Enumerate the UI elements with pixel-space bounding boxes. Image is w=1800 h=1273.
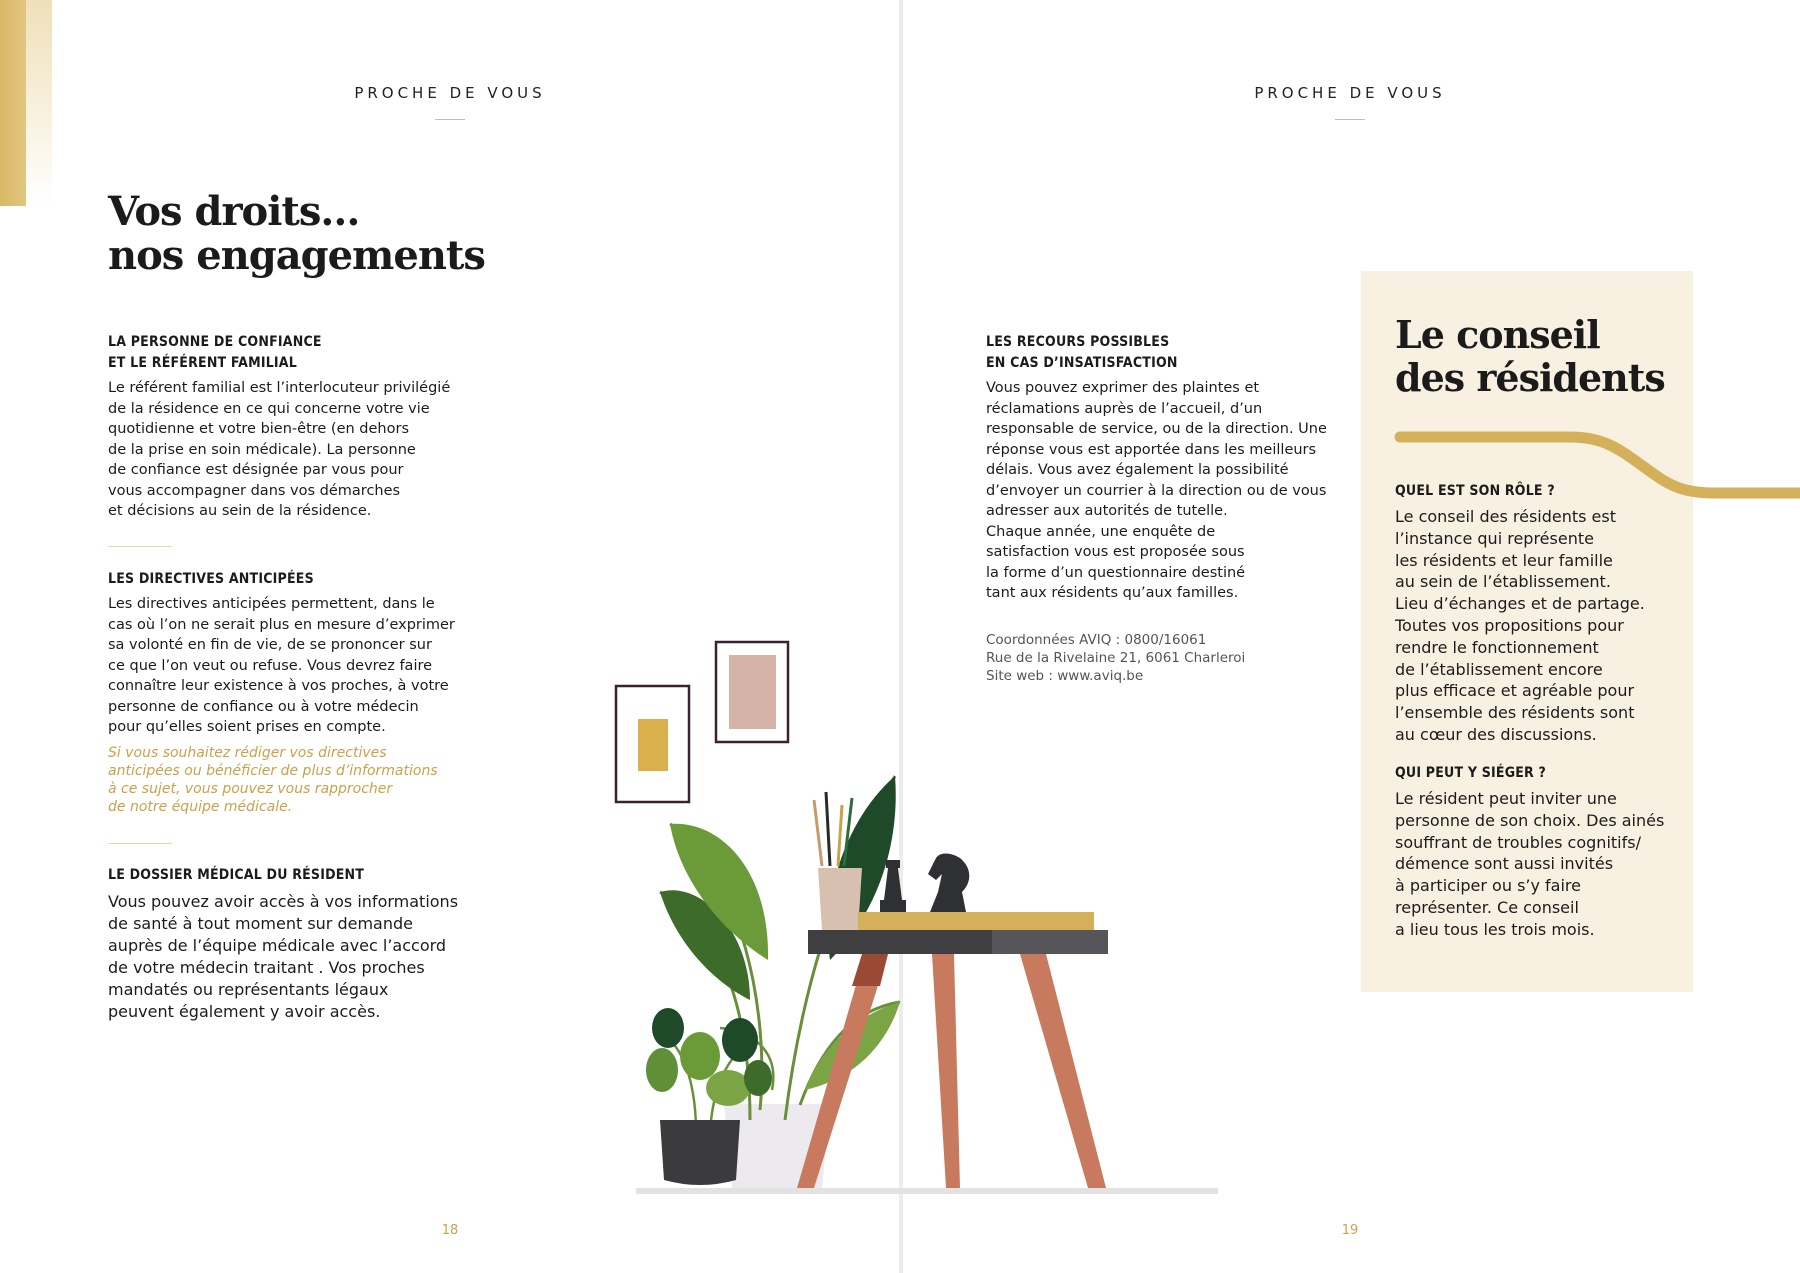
note-line: anticipées ou bénéficier de plus d’informations [108,763,438,779]
body-line: les résidents et leur famille [1395,550,1613,570]
picture-frame-icon [616,686,689,802]
picture-frame-icon [716,642,788,742]
body-line: délais. Vous avez également la possibilité [986,462,1289,478]
section-heading-directives: LES DIRECTIVES ANTICIPÉES [108,571,314,587]
body-line: a lieu tous les trois mois. [1395,919,1595,939]
body-line: pour qu’elles soient prises en compte. [108,719,386,735]
body-line: Chaque année, une enquête de [986,523,1216,540]
body-line: réponse vous est apportée dans les meilleurs [986,441,1317,458]
page-title [108,190,485,278]
section-divider [108,843,172,844]
directives-note [108,744,438,816]
body-line: de santé à tout moment sur demande [108,914,413,933]
body-line: et décisions au sein de la résidence. [108,503,372,519]
heading-line: ET LE RÉFÉRENT FAMILIAL [108,355,297,371]
body-line: adresser aux autorités de tutelle. [986,503,1228,519]
body-line: tant aux résidents qu’aux familles. [986,585,1239,601]
body-line: Le résident peut inviter une [1395,789,1617,808]
panel-answer-role [1395,506,1645,746]
body-line: quotidienne et votre bien-être (en dehors [108,421,410,437]
body-line: vous accompagner dans vos démarches [108,482,401,499]
section-heading-recours [986,332,1178,374]
page-number-right: 19 [1341,1223,1359,1238]
kicker-right: PROCHE DE VOUS [1254,84,1446,102]
body-line: personne de son choix. Des ainés [1395,810,1665,830]
body-line: de votre médecin traitant . Vos proches [108,958,425,977]
contact-line: Rue de la Rivelaine 21, 6061 Charleroi [986,650,1246,666]
body-line: Lieu d’échanges et de partage. [1395,594,1645,614]
body-line: personne de confiance ou à votre médecin [108,698,419,715]
section-body-recours [986,378,1327,604]
body-line: sa volonté en fin de vie, de se prononcer sur [108,637,432,653]
body-line: d’envoyer un courrier à la direction ou de vous [986,482,1327,499]
conseil-panel [1361,271,1693,992]
panel-answer-sieger [1395,788,1664,941]
body-line: Toutes vos propositions pour [1395,615,1624,635]
body-line: démence sont aussi invités [1395,854,1614,874]
kicker-rule-right [1335,119,1365,120]
body-line: souffrant de troubles cognitifs/ [1395,832,1641,852]
body-line: de la prise en soin médicale). La personne [108,441,416,458]
body-line: cas où l’on ne serait plus en mesure d’exprimer [108,616,455,633]
body-line: satisfaction vous est proposée sous [986,544,1245,560]
body-line: Le conseil des résidents est [1395,507,1617,526]
gold-edge-fade [26,0,52,206]
body-line: à participer ou s’y faire [1395,876,1581,896]
body-line: l’instance qui représente [1395,528,1594,548]
body-line: la forme d’un questionnaire destiné [986,564,1246,581]
title-line-2: nos engagements [108,232,485,279]
page-number-left: 18 [441,1223,459,1238]
section-divider [108,546,172,547]
body-line: Les directives anticipées permettent, dans le [108,596,435,612]
body-line: de la résidence en ce qui concerne votre vie [108,400,430,417]
section-body-dossier [108,891,458,1023]
body-line: représenter. Ce conseil [1395,897,1579,917]
heading-line: LES RECOURS POSSIBLES [986,334,1170,350]
panel-question-role: QUEL EST SON RÔLE ? [1395,483,1555,499]
body-line: rendre le fonctionnement [1395,637,1599,657]
panel-question-sieger: QUI PEUT Y SIÉGER ? [1395,765,1547,781]
kicker-rule-left [435,119,465,120]
body-line: mandatés ou représentants légaux [108,980,389,999]
note-line: de notre équipe médicale. [108,799,293,815]
aviq-contact [986,631,1245,685]
body-line: peuvent également y avoir accès. [108,1002,381,1021]
body-line: plus efficace et agréable pour [1395,681,1635,701]
contact-line: Coordonnées AVIQ : 0800/16061 [986,632,1207,648]
panel-title-line: Le conseil [1395,312,1600,357]
body-line: responsable de service, ou de la direction. Une [986,421,1327,437]
body-line: Vous pouvez avoir accès à vos informations [108,892,459,911]
body-line: réclamations auprès de l’accueil, d’un [986,400,1263,417]
section-body-directives [108,594,455,738]
body-line: Le référent familial est l’interlocuteur privilégié [108,380,451,396]
contact-line: Site web : www.aviq.be [986,668,1144,684]
body-line: Vous pouvez exprimer des plaintes et [986,380,1260,396]
heading-line: EN CAS D’INSATISFACTION [986,355,1178,371]
panel-title-line: des résidents [1395,355,1665,400]
section-heading-confiance [108,332,322,374]
body-line: au cœur des discussions. [1395,724,1597,744]
gold-edge-bar [0,0,26,206]
note-line: à ce sujet, vous pouvez vous rapprocher [108,781,393,797]
body-line: connaître leur existence à vos proches, à votre [108,678,449,694]
body-line: de l’établissement encore [1395,659,1603,679]
body-line: de confiance est désignée par vous pour [108,462,404,478]
body-line: auprès de l’équipe médicale avec l’accord [108,936,447,955]
title-line-1: Vos droits… [108,188,360,235]
body-line: l’ensemble des résidents sont [1395,703,1635,723]
section-heading-dossier: LE DOSSIER MÉDICAL DU RÉSIDENT [108,867,365,883]
gold-wave-band [1394,423,1800,503]
body-line: ce que l’on veut ou refuse. Vous devrez faire [108,657,433,674]
dark-pot [660,1120,740,1185]
note-line: Si vous souhaitez rédiger vos directives [108,745,387,761]
body-line: au sein de l’établissement. [1395,572,1611,592]
kicker-left: PROCHE DE VOUS [354,84,546,102]
heading-line: LA PERSONNE DE CONFIANCE [108,334,322,350]
section-body-confiance [108,378,450,522]
panel-title [1395,313,1665,399]
